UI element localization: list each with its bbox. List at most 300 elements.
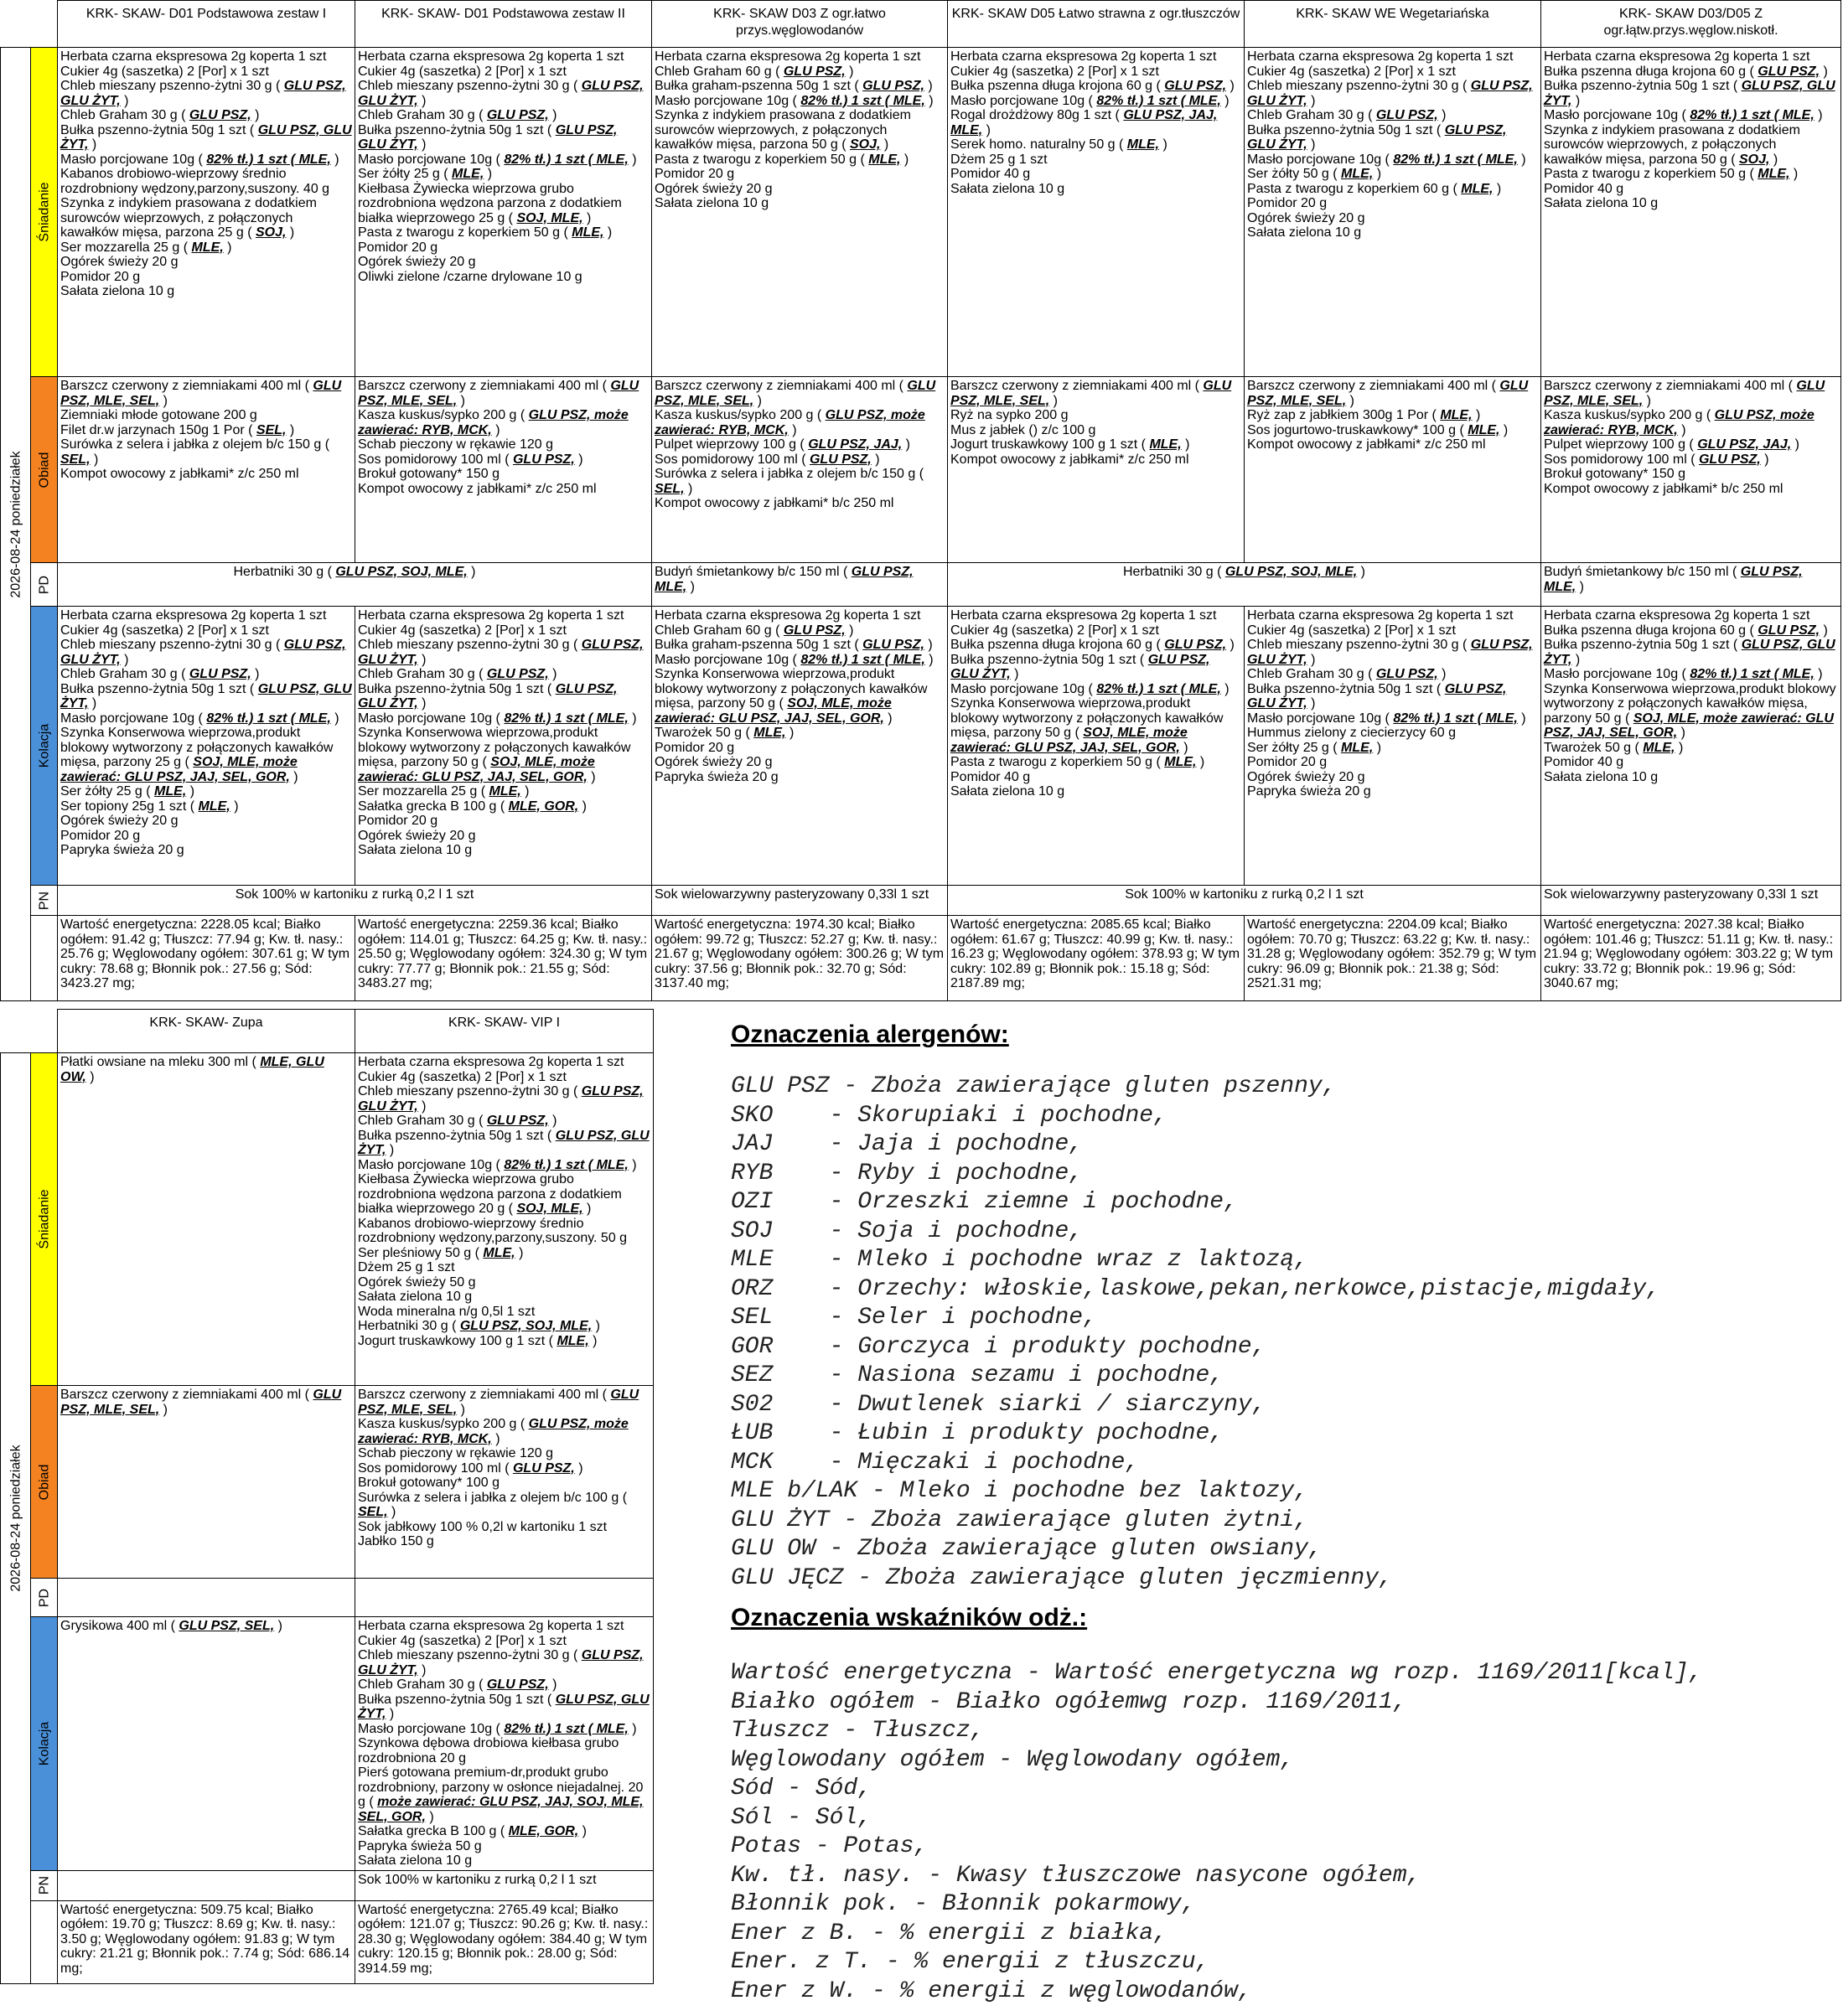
menu-item: Twarożek 50 g ( MLE, ) [1544,740,1684,755]
menu-item: Chleb mieszany pszenno-żytni 30 g ( GLU PSZ, GLU ŻYT, ) [358,638,644,667]
menu-item: Ogórek świeży 20 g [358,255,476,269]
nutrition-cell: Wartość energetyczna: 2204.09 kcal; Białko ogółem: 70.70 g; Tłuszcz: 63.22 g; Kw. tł. nasy.: 31.28 g; Węglowodany ogółem: 352.79 g; W tym cukry: 96.09 g; Błonnik pok.: 21.38 g; Sód: 2521.31 mg; [1245,916,1541,1001]
menu-item: Kasza kuskus/sypko 200 g ( GLU PSZ, może zawierać: RYB, MCK, ) [655,408,925,437]
menu-item: Barszcz czerwony z ziemniakami 400 ml ( GLU PSZ, MLE, SEL, ) [60,379,342,408]
menu-cell [1541,886,1841,916]
menu-item: Chleb Graham 30 g ( GLU PSZ, ) [1247,667,1447,681]
menu-item: Herbata czarna ekspresowa 2g koperta 1 szt [358,1055,624,1069]
menu-item: Sałata zielona 10 g [60,284,175,298]
meal-label-sniadanie: Śniadanie [31,48,58,377]
menu-cell [652,48,948,377]
menu-item: Ser żółty 25 g ( MLE, ) [60,784,195,799]
menu-item: Sok wielowarzywny pasteryzowany 0,33l 1 szt [655,887,929,902]
menu-cell [1541,48,1841,377]
legend-item: Błonnik pok. - Błonnik pokarmowy, [731,1891,1196,1917]
menu-item: Rogal drożdżowy 80g 1 szt ( GLU PSZ, JAJ, MLE, ) [950,108,1218,137]
menu-item: Woda mineralna n/g 0,5l 1 szt [358,1304,536,1319]
menu-item: Sos jogurtowo-truskawkowy* 100 g ( MLE, ) [1247,422,1509,437]
menu-item: Ser topiony 25g 1 szt ( MLE, ) [60,799,239,814]
nutrition-cell: Wartość energetyczna: 509.75 kcal; Białko ogółem: 19.70 g; Tłuszcz: 8.69 g; Kw. tł. nasy.: 3.50 g; Węglowodany ogółem: 91.83 g; W tym cukry: 21.21 g; Błonnik pok.: 7.74 g; Sód: 686.14 mg; [58,1900,355,1983]
menu-item: Chleb Graham 30 g ( GLU PSZ, ) [358,1114,557,1128]
menu-item: Surówka z selera i jabłka z olejem b/c 100 g ( SEL, ) [358,1490,628,1519]
menu-item: Ogórek świeży 20 g [358,828,476,843]
legend-item: SEL - Seler i pochodne, [731,1305,1097,1331]
menu-cell [58,1053,355,1386]
menu-item: Masło porcjowane 10g ( 82% tł.) 1 szt ( MLE, ) [655,652,934,667]
column-header: KRK- SKAW D05 Łatwo strawna z ogr.tłuszczów [948,1,1245,48]
meal-label-kolacja: Kolacja [31,1617,58,1871]
menu-item: Pomidor 40 g [950,167,1031,181]
menu-item: Barszcz czerwony z ziemniakami 400 ml ( GLU PSZ, MLE, SEL, ) [1544,379,1825,408]
menu-item: Pomidor 40 g [1544,755,1624,769]
corner-blank [1,1,58,48]
meal-label-obiad: Obiad [31,377,58,563]
menu-item: Sok 100% w kartoniku z rurką 0,2 l 1 szt [235,887,474,902]
legend-item: JAJ - Jaja i pochodne, [731,1131,1084,1157]
menu-item: Chleb Graham 60 g ( GLU PSZ, ) [655,64,854,79]
menu-cell-empty [58,1579,355,1617]
nutrition-cell: Wartość energetyczna: 2085.65 kcal; Białko ogółem: 61.67 g; Tłuszcz: 40.99 g; Kw. tł. nasy.: 16.23 g; Węglowodany ogółem: 378.93 g; W tym cukry: 102.89 g; Błonnik pok.: 15.18 g; Sód: 2187.89 mg; [948,916,1245,1001]
menu-cell [355,377,652,563]
menu-item: Bułka pszenno-żytnia 50g 1 szt ( GLU PSZ, GLU ŻYT, ) [60,122,352,152]
menu-item: Schab pieczony w rękawie 120 g [358,1446,554,1460]
menu-cell [652,607,948,886]
legend-item: MLE b/LAK - Mleko i pochodne bez laktozy, [731,1478,1308,1504]
menu-item: Pomidor 20 g [60,269,141,284]
menu-item: Kiełbasa Żywiecka wieprzowa grubo rozdrobniona wędzona parzona z dodatkiem białka wieprzowego 20 g ( SOJ, MLE, ) [358,1172,622,1216]
menu-item: Kompot owocowy z jabłkami* z/c 250 ml [358,481,597,496]
menu-item: Ser mozzarella 25 g ( MLE, ) [60,240,232,255]
menu-item: Chleb Graham 30 g ( GLU PSZ, ) [358,667,557,681]
menu-item: Mus z jabłek () z/c 100 g [950,422,1096,437]
menu-item: Ryż zap z jabłkiem 300g 1 Por ( MLE, ) [1247,408,1481,422]
menu-item: Kiełbasa Żywiecka wieprzowa grubo rozdrobniona wędzona parzona z dodatkiem białka wieprzowego 25 g ( SOJ, MLE, ) [358,181,622,225]
menu-item: Masło porcjowane 10g ( 82% tł.) 1 szt ( MLE, ) [1247,152,1526,167]
menu-item: Sałata zielona 10 g [1544,196,1659,210]
legend-item: GLU PSZ - Zboża zawierające gluten pszenny, [731,1073,1337,1099]
menu-item: Budyń śmietankowy b/c 150 ml ( GLU PSZ, MLE, ) [655,565,914,594]
menu-item: Bułka pszenno-żytnia 50g 1 szt ( GLU PSZ, GLU ŻYT, ) [358,122,618,152]
menu-item: Sałata zielona 10 g [358,1290,473,1304]
menu-item: Kompot owocowy z jabłkami* z/c 250 ml [60,467,299,481]
menu-item: Ogórek świeży 20 g [60,255,179,269]
menu-item: Sałata zielona 10 g [950,784,1065,799]
menu-item: Herbata czarna ekspresowa 2g koperta 1 szt [655,49,921,64]
menu-item: Pulpet wieprzowy 100 g ( GLU PSZ, JAJ, ) [1544,437,1800,452]
nutrition-cell: Wartość energetyczna: 2027.38 kcal; Białko ogółem: 101.46 g; Tłuszcz: 51.11 g; Kw. tł. nasy.: 21.94 g; Węglowodany ogółem: 303.22 g; W tym cukry: 33.72 g; Błonnik pok.: 19.96 g; Sód: 3040.67 mg; [1541,916,1841,1001]
nutrition-cell: Wartość energetyczna: 1974.30 kcal; Białko ogółem: 99.72 g; Tłuszcz: 52.27 g; Kw. tł. nasy.: 21.67 g; Węglowodany ogółem: 300.26 g; W tym cukry: 37.56 g; Błonnik pok.: 32.70 g; Sód: 3137.40 mg; [652,916,948,1001]
menu-item: Bułka graham-pszenna 50g 1 szt ( GLU PSZ, ) [655,638,933,652]
menu-item: Chleb Graham 60 g ( GLU PSZ, ) [655,623,854,638]
menu-item: Pomidor 40 g [1544,181,1624,196]
menu-item: Papryka świeża 50 g [358,1838,482,1853]
legend-item: GLU OW - Zboża zawierające gluten owsiany, [731,1536,1323,1562]
menu-item: Ogórek świeży 20 g [1247,769,1365,784]
meal-label-obiad: Obiad [31,1386,58,1579]
menu-item: Oliwki zielone /czarne drylowane 10 g [358,269,582,284]
menu-item: Brokuł gotowany* 100 g [358,1476,500,1490]
menu-cell [1245,607,1541,886]
menu-item: Dżem 25 g 1 szt [950,152,1048,167]
menu-item: Cukier 4g (saszetka) 2 [Por] x 1 szt [358,1069,567,1084]
menu-item: Barszcz czerwony z ziemniakami 400 ml ( GLU PSZ, MLE, SEL, ) [60,1388,342,1417]
menu-item: Pomidor 20 g [655,167,735,181]
menu-item: Bułka pszenna długa krojona 60 g ( GLU PSZ, ) [950,638,1235,652]
menu-item: Herbata czarna ekspresowa 2g koperta 1 szt [1247,49,1514,64]
menu-item: Barszcz czerwony z ziemniakami 400 ml ( GLU PSZ, MLE, SEL, ) [358,1388,639,1417]
menu-item: Bułka pszenno-żytnia 50g 1 szt ( GLU PSZ, GLU ŻYT, ) [358,681,618,711]
menu-cell [1245,48,1541,377]
menu-item: Pasta z twarogu z koperkiem 50 g ( MLE, ) [655,152,909,167]
menu-cell [58,377,355,563]
menu-item: Kompot owocowy z jabłkami* b/c 250 ml [655,496,894,510]
menu-item: Masło porcjowane 10g ( 82% tł.) 1 szt ( MLE, ) [358,711,637,726]
menu-item: Kabanos drobiowo-wieprzowy średnio rozdrobniony wędzony,parzony,suszony. 50 g [358,1216,628,1245]
legend-item: Kw. tł. nasy. - Kwasy tłuszczowe nasycone ogółem, [731,1862,1421,1889]
date-label: 2026-08-24 poniedziałek [8,1445,23,1592]
menu-cell [355,1617,654,1871]
column-header: KRK- SKAW WE Wegetariańska [1245,1,1541,48]
menu-item: Bułka pszenna długa krojona 60 g ( GLU PSZ, ) [1544,623,1828,638]
menu-item: Bułka pszenno-żytnia 50g 1 szt ( GLU PSZ, GLU ŻYT, ) [1247,681,1507,711]
menu-item: Pasta z twarogu z koperkiem 60 g ( MLE, ) [1247,181,1502,196]
menu-item: Chleb Graham 30 g ( GLU PSZ, ) [1247,108,1447,122]
menu-item: Ziemniaki młode gotowane 200 g [60,408,257,422]
menu-item: Kompot owocowy z jabłkami* z/c 250 ml [1247,437,1486,452]
legend-item: Białko ogółem - Białko ogółemwg rozp. 1169/2011, [731,1688,1407,1715]
menu-item: Ser pleśniowy 50 g ( MLE, ) [358,1245,524,1260]
menu-item: Hummus zielony z ciecierzycy 60 g [1247,726,1456,740]
nutrition-cell: Wartość energetyczna: 2259.36 kcal; Białko ogółem: 114.01 g; Tłuszcz: 64.25 g; Kw. tł. nasy.: 25.50 g; Węglowodany ogółem: 324.30 g; W tym cukry: 77.77 g; Błonnik pok.: 21.55 g; Sód: 3483.27 mg; [355,916,652,1001]
menu-item: Szynka Konserwowa wieprzowa,produkt blokowy wytworzony z połączonych kawałków mięsa, parzony 50 g ( SOJ, MLE, może zawierać: GLU PSZ, JAJ, SEL, GOR, ) [950,696,1224,755]
top-menu-table [0,0,1841,1001]
menu-cell [58,607,355,886]
legend-item: Potas - Potas, [731,1833,929,1859]
menu-cell [58,1386,355,1579]
menu-cell [652,563,948,607]
menu-item: Herbata czarna ekspresowa 2g koperta 1 szt [950,49,1217,64]
nutrition-cell: Wartość energetyczna: 2228.05 kcal; Białko ogółem: 91.42 g; Tłuszcz: 77.94 g; Kw. tł. nasy.: 25.76 g; Węglowodany ogółem: 307.61 g; W tym cukry: 78.68 g; Błonnik pok.: 27.56 g; Sód: 3423.27 mg; [58,916,355,1001]
meal-label-sniadanie: Śniadanie [31,1053,58,1386]
menu-item: Chleb mieszany pszenno-żytni 30 g ( GLU PSZ, GLU ŻYT, ) [60,638,346,667]
menu-item: Masło porcjowane 10g ( 82% tł.) 1 szt ( MLE, ) [1247,711,1526,726]
meal-label-pd: PD [31,563,58,607]
menu-item: Bułka pszenno-żytnia 50g 1 szt ( GLU PSZ, GLU ŻYT, ) [60,681,352,711]
menu-item: Pomidor 20 g [655,740,735,755]
menu-item: Szynka z indykiem prasowana z dodatkiem surowców wieprzowych, z połączonych kawałków mięsa, parzona 50 g ( SOJ, ) [1544,122,1800,167]
allergens-title: Oznaczenia alergenów: [731,1021,1009,1048]
menu-cell [58,1870,355,1900]
menu-cell [58,1617,355,1871]
indicators-title: Oznaczenia wskaźników odż.: [731,1604,1088,1631]
menu-item: Masło porcjowane 10g ( 82% tł.) 1 szt ( MLE, ) [358,152,637,167]
menu-item: Herbata czarna ekspresowa 2g koperta 1 szt [60,608,327,623]
menu-cell [355,1386,654,1579]
menu-item: Herbata czarna ekspresowa 2g koperta 1 szt [358,608,624,623]
menu-item: Jabłko 150 g [358,1534,434,1548]
menu-item: Masło porcjowane 10g ( 82% tł.) 1 szt ( MLE, ) [358,1721,637,1736]
menu-item: Schab pieczony w rękawie 120 g [358,437,554,452]
menu-item: Sos pomidorowy 100 ml ( GLU PSZ, ) [358,1460,583,1476]
menu-item: Bułka pszenno-żytnia 50g 1 szt ( GLU PSZ, GLU ŻYT, ) [358,1692,650,1721]
legend-item: OZI - Orzeszki ziemne i pochodne, [731,1189,1238,1215]
menu-item: Cukier 4g (saszetka) 2 [Por] x 1 szt [950,623,1159,638]
menu-item: Pomidor 20 g [60,828,141,843]
menu-item: Szynka Konserwowa wieprzowa,produkt blokowy wytworzony z połączonych kawałków mięsa, parzony 50 g ( SOJ, MLE, może zawierać: GLU PSZ, JAJ, SEL, GOR, ) [1544,681,1836,740]
menu-item: Chleb Graham 30 g ( GLU PSZ, ) [60,667,260,681]
menu-item: Pasta z twarogu z koperkiem 50 g ( MLE, ) [358,225,613,240]
menu-item: Herbata czarna ekspresowa 2g koperta 1 szt [358,1619,624,1633]
menu-item: Sałata zielona 10 g [1544,769,1659,784]
menu-item: Dżem 25 g 1 szt [358,1260,455,1274]
menu-cell [1541,377,1841,563]
menu-item: Herbata czarna ekspresowa 2g koperta 1 szt [655,608,921,623]
menu-item: Herbata czarna ekspresowa 2g koperta 1 szt [1544,608,1810,623]
menu-item: Sałatka grecka B 100 g ( MLE, GOR, ) [358,799,587,814]
menu-item: Pomidor 20 g [358,240,438,255]
menu-item: Sos pomidorowy 100 ml ( GLU PSZ, ) [1544,452,1769,467]
legend-item: SOJ - Soja i pochodne, [731,1217,1084,1244]
menu-item: Ser żółty 50 g ( MLE, ) [1247,167,1382,181]
menu-item: Szynka Konserwowa wieprzowa,produkt blokowy wytworzony z połączonych kawałków mięsa, parzony 25 g ( SOJ, MLE, może zawierać: GLU PSZ, JAJ, SEL, GOR, ) [60,726,334,784]
menu-item: Chleb Graham 30 g ( GLU PSZ, ) [60,108,260,122]
menu-cell [948,48,1245,377]
legend-item: RYB - Ryby i pochodne, [731,1160,1084,1186]
menu-item: Masło porcjowane 10g ( 82% tł.) 1 szt ( MLE, ) [358,1157,637,1172]
menu-item: Szynka z indykiem prasowana z dodatkiem surowców wieprzowych, z połączonych kawałków mięsa, parzona 25 g ( SOJ, ) [60,196,317,240]
menu-item: Barszcz czerwony z ziemniakami 400 ml ( GLU PSZ, MLE, SEL, ) [950,379,1232,408]
menu-item: Szynka Konserwowa wieprzowa,produkt blokowy wytworzony z połączonych kawałków mięsa, parzony 50 g ( SOJ, MLE, może zawierać: GLU PSZ, JAJ, SEL, GOR, ) [358,726,631,784]
menu-item: Ogórek świeży 20 g [60,814,179,828]
menu-item: Budyń śmietankowy b/c 150 ml ( GLU PSZ, MLE, ) [1544,565,1803,594]
indicators-list [731,1659,1702,2006]
legend-item: GOR - Gorczyca i produkty pochodne, [731,1333,1266,1360]
menu-cell [652,377,948,563]
bottom-menu-table [0,1009,654,1984]
menu-item: Kabanos drobiowo-wieprzowy średnio rozdrobniony wędzony,parzony,suszony. 40 g [60,167,330,196]
menu-item: Brokuł gotowany* 150 g [358,467,500,481]
menu-cell-span [58,886,652,916]
menu-item: Chleb mieszany pszenno-żytni 30 g ( GLU PSZ, GLU ŻYT, ) [358,79,644,108]
menu-cell [948,607,1245,886]
menu-cell [355,48,652,377]
menu-item: Ogórek świeży 20 g [1247,210,1365,225]
legend-item: Tłuszcz - Tłuszcz, [731,1718,985,1744]
menu-item: Jogurt truskawkowy 100 g 1 szt ( MLE, ) [950,437,1190,452]
menu-item: Pomidor 20 g [1247,196,1328,210]
menu-item: Papryka świeża 20 g [60,843,184,857]
menu-cell [355,1870,654,1900]
menu-item: Ogórek świeży 50 g [358,1274,476,1290]
column-header: KRK- SKAW D03/D05 Z ogr.łątw.przys.węglow.niskotł. [1541,1,1841,48]
menu-item: Sałata zielona 10 g [655,196,769,210]
menu-item: Kompot owocowy z jabłkami* z/c 250 ml [950,452,1189,467]
menu-item: Herbata czarna ekspresowa 2g koperta 1 szt [60,49,327,64]
menu-item: Szynka Konserwowa wieprzowa,produkt blokowy wytworzony z połączonych kawałków mięsa, parzony 50 g ( SOJ, MLE, może zawierać: GLU PSZ, JAJ, SEL, GOR, ) [655,667,928,726]
menu-item: Chleb mieszany pszenno-żytni 30 g ( GLU PSZ, GLU ŻYT, ) [358,1648,644,1677]
column-header: KRK- SKAW D03 Z ogr.łatwo przys.węglowodanów [652,1,948,48]
menu-item: Herbatniki 30 g ( GLU PSZ, SOJ, MLE, ) [1123,565,1365,579]
menu-cell-span [58,563,652,607]
menu-item: Grysikowa 400 ml ( GLU PSZ, SEL, ) [60,1619,282,1633]
menu-item: Sos pomidorowy 100 ml ( GLU PSZ, ) [358,452,583,467]
menu-item: Sałata zielona 10 g [1247,225,1362,240]
menu-item: Bułka pszenno-żytnia 50g 1 szt ( GLU PSZ, GLU ŻYT, ) [950,652,1210,681]
menu-item: Masło porcjowane 10g ( 82% tł.) 1 szt ( MLE, ) [60,711,339,726]
menu-item: Kompot owocowy z jabłkami* b/c 250 ml [1544,481,1783,496]
menu-item: Ogórek świeży 20 g [655,755,773,769]
menu-item: Kasza kuskus/sypko 200 g ( GLU PSZ, może zawierać: RYB, MCK, ) [1544,408,1815,437]
menu-item: Papryka świeża 20 g [655,769,779,784]
menu-cell-span [948,886,1541,916]
legend-item: Sód - Sód, [731,1776,872,1801]
legend-item: S02 - Dwutlenek siarki / siarczyny, [731,1391,1266,1418]
legend-item: Sól - Sól, [731,1804,872,1831]
menu-item: Masło porcjowane 10g ( 82% tł.) 1 szt ( MLE, ) [950,681,1230,696]
menu-item: Kasza kuskus/sypko 200 g ( GLU PSZ, może zawierać: RYB, MCK, ) [358,1417,629,1446]
menu-item: Ogórek świeży 20 g [655,181,773,196]
menu-item: Sałata zielona 10 g [950,181,1065,196]
menu-cell-span [948,563,1541,607]
menu-item: Cukier 4g (saszetka) 2 [Por] x 1 szt [1247,64,1456,79]
menu-item: Bułka pszenno-żytnia 50g 1 szt ( GLU PSZ, GLU ŻYT, ) [1544,638,1835,667]
menu-item: Bułka pszenna długa krojona 60 g ( GLU PSZ, ) [950,79,1235,93]
menu-item: Sałata zielona 10 g [358,843,473,857]
legend-item: SKO - Skorupiaki i pochodne, [731,1102,1167,1129]
menu-item: Chleb mieszany pszenno-żytni 30 g ( GLU PSZ, GLU ŻYT, ) [358,1084,644,1114]
menu-item: Surówka z selera i jabłka z olejem b/c 150 g ( SEL, ) [60,437,330,467]
menu-item: Jogurt truskawkowy 100 g 1 szt ( MLE, ) [358,1333,598,1348]
menu-cell-empty [355,1579,654,1617]
date-cell [1,1053,31,1984]
menu-item: Bułka pszenno-żytnia 50g 1 szt ( GLU PSZ, GLU ŻYT, ) [1247,122,1507,152]
menu-item: Ser mozzarella 25 g ( MLE, ) [358,784,530,799]
menu-item: Bułka pszenna długa krojona 60 g ( GLU PSZ, ) [1544,64,1828,79]
menu-item: Sok 100% w kartoniku z rurką 0,2 l 1 szt [1125,887,1364,902]
menu-item: Sok jabłkowy 100 % 0,2l w kartoniku 1 szt [358,1519,608,1534]
menu-cell [1541,563,1841,607]
menu-item: Ryż na sypko 200 g [950,408,1069,422]
menu-item: Barszcz czerwony z ziemniakami 400 ml ( GLU PSZ, MLE, SEL, ) [358,379,639,408]
menu-item: Cukier 4g (saszetka) 2 [Por] x 1 szt [358,64,567,79]
menu-item: Herbatniki 30 g ( GLU PSZ, SOJ, MLE, ) [358,1319,600,1333]
legend-item: Ener z B. - % energii z białka, [731,1920,1167,1946]
menu-item: Cukier 4g (saszetka) 2 [Por] x 1 szt [60,623,269,638]
legend-item: Węglowodany ogółem - Węglowodany ogółem, [731,1746,1295,1773]
legend-item: Ener z W. - % energii z węglowodanów, [731,1977,1252,2004]
menu-item: Pierś gotowana premium-dr,produkt grubo rozdrobniony, parzony w osłonce niejadalnej. 20 g ( może zawierać: GLU PSZ, JAJ, SOJ, MLE, SEL, GOR, ) [358,1765,644,1824]
menu-item: Herbata czarna ekspresowa 2g koperta 1 szt [950,608,1217,623]
menu-item: Pomidor 20 g [358,814,438,828]
menu-item: Chleb mieszany pszenno-żytni 30 g ( GLU PSZ, GLU ŻYT, ) [1247,79,1533,108]
menu-item: Cukier 4g (saszetka) 2 [Por] x 1 szt [358,623,567,638]
menu-cell [355,607,652,886]
menu-item: Barszcz czerwony z ziemniakami 400 ml ( GLU PSZ, MLE, SEL, ) [1247,379,1529,408]
meal-label-kolacja: Kolacja [31,607,58,886]
menu-item: Bułka pszenno-żytnia 50g 1 szt ( GLU PSZ, GLU ŻYT, ) [358,1128,650,1157]
menu-item: Masło porcjowane 10g ( 82% tł.) 1 szt ( MLE, ) [655,93,934,108]
legend-item: GLU JĘCZ - Zboża zawierające gluten jęczmienny, [731,1564,1393,1591]
menu-item: Cukier 4g (saszetka) 2 [Por] x 1 szt [60,64,269,79]
legend-item: SEZ - Nasiona sezamu i pochodne, [731,1362,1224,1388]
menu-item: Barszcz czerwony z ziemniakami 400 ml ( GLU PSZ, MLE, SEL, ) [655,379,936,408]
nutrition-cell: Wartość energetyczna: 2765.49 kcal; Białko ogółem: 121.07 g; Tłuszcz: 90.26 g; Kw. tł. nasy.: 28.30 g; Węglowodany ogółem: 384.40 g; W tym cukry: 120.15 g; Błonnik pok.: 28.00 g; Sód: 3914.59 mg; [355,1900,654,1983]
menu-item: Cukier 4g (saszetka) 2 [Por] x 1 szt [358,1633,567,1648]
meal-label-pn: PN [31,1870,58,1900]
menu-item: Pasta z twarogu z koperkiem 50 g ( MLE, ) [1544,167,1799,181]
menu-item: Sok wielowarzywny pasteryzowany 0,33l 1 szt [1544,887,1819,902]
menu-item: Masło porcjowane 10g ( 82% tł.) 1 szt ( MLE, ) [1544,667,1823,681]
menu-cell [1245,377,1541,563]
menu-cell [58,48,355,377]
menu-item: Filet dr.w jarzynach 150g 1 Por ( SEL, ) [60,422,295,437]
menu-item: Bułka graham-pszenna 50g 1 szt ( GLU PSZ, ) [655,79,933,93]
nutrition-blank [31,916,58,1001]
column-header: KRK- SKAW- D01 Podstawowa zestaw II [355,1,652,48]
menu-cell [355,1053,654,1386]
menu-item: Sok 100% w kartoniku z rurką 0,2 l 1 szt [358,1872,597,1887]
meal-label-pd: PD [31,1579,58,1617]
menu-cell [1541,607,1841,886]
menu-item: Herbata czarna ekspresowa 2g koperta 1 szt [1247,608,1514,623]
menu-item: Masło porcjowane 10g ( 82% tł.) 1 szt ( MLE, ) [60,152,339,167]
menu-item: Chleb mieszany pszenno-żytni 30 g ( GLU PSZ, GLU ŻYT, ) [1247,638,1533,667]
menu-item: Szynkowa dębowa drobiowa kiełbasa grubo rozdrobniona 20 g [358,1736,619,1765]
date-label: 2026-08-24 poniedziałek [8,450,23,598]
menu-item: Pomidor 20 g [1247,755,1328,769]
legend-item: ORZ - Orzechy: włoskie,laskowe,pekan,nerkowce,pistacje,migdały, [731,1275,1660,1302]
menu-item: Pasta z twarogu z koperkiem 50 g ( MLE, ) [950,755,1205,769]
menu-item: Twarożek 50 g ( MLE, ) [655,726,795,740]
menu-item: Chleb Graham 30 g ( GLU PSZ, ) [358,108,557,122]
menu-item: Herbata czarna ekspresowa 2g koperta 1 szt [358,49,624,64]
menu-item: Sałatka grecka B 100 g ( MLE, GOR, ) [358,1824,587,1838]
allergens-list [731,1073,1660,1593]
menu-item: Płatki owsiane na mleku 300 ml ( MLE, GLU OW, ) [60,1055,324,1084]
menu-item: Szynka z indykiem prasowana z dodatkiem surowców wieprzowych, z połączonych kawałków mięsa, parzona 50 g ( SOJ, ) [655,108,911,152]
menu-item: Masło porcjowane 10g ( 82% tł.) 1 szt ( MLE, ) [950,93,1230,108]
menu-item: Masło porcjowane 10g ( 82% tł.) 1 szt ( MLE, ) [1544,108,1823,122]
legend-item: MCK - Mięczaki i pochodne, [731,1449,1140,1476]
menu-item: Cukier 4g (saszetka) 2 [Por] x 1 szt [1247,623,1456,638]
menu-item: Chleb Graham 30 g ( GLU PSZ, ) [358,1677,557,1692]
meal-label-pn: PN [31,886,58,916]
menu-item: Surówka z selera i jabłka z olejem b/c 150 g ( SEL, ) [655,467,924,496]
menu-item: Herbatniki 30 g ( GLU PSZ, SOJ, MLE, ) [233,565,476,579]
menu-item: Bułka pszenno-żytnia 50g 1 szt ( GLU PSZ, GLU ŻYT, ) [1544,79,1835,108]
menu-item: Cukier 4g (saszetka) 2 [Por] x 1 szt [950,64,1159,79]
menu-item: Pomidor 40 g [950,769,1031,784]
legend-item: GLU ŻYT - Zboża zawierające gluten żytni, [731,1507,1308,1533]
column-header: KRK- SKAW- D01 Podstawowa zestaw I [58,1,355,48]
legend-item: MLE - Mleko i pochodne wraz z laktozą, [731,1247,1308,1273]
menu-item: Brokuł gotowany* 150 g [1544,467,1685,481]
menu-item: Pulpet wieprzowy 100 g ( GLU PSZ, JAJ, ) [655,437,911,452]
menu-item: Sos pomidorowy 100 ml ( GLU PSZ, ) [655,452,880,467]
legend-item: Ener. z T. - % energii z tłuszczu, [731,1949,1210,1975]
menu-item: Papryka świeża 20 g [1247,784,1371,799]
menu-cell [948,377,1245,563]
legend-item: Wartość energetyczna - Wartość energetyczna wg rozp. 1169/2011[kcal], [731,1660,1703,1686]
column-header: KRK- SKAW- Zupa [58,1010,355,1053]
menu-item: Ser żółty 25 g ( MLE, ) [1247,740,1382,755]
menu-cell [652,886,948,916]
menu-item: Serek homo. naturalny 50 g ( MLE, ) [950,137,1167,152]
menu-item: Kasza kuskus/sypko 200 g ( GLU PSZ, może zawierać: RYB, MCK, ) [358,408,629,437]
corner-blank [1,1010,58,1053]
menu-item: Ser żółty 25 g ( MLE, ) [358,167,493,181]
legend-item: ŁUB - Łubin i produkty pochodne, [731,1420,1224,1446]
